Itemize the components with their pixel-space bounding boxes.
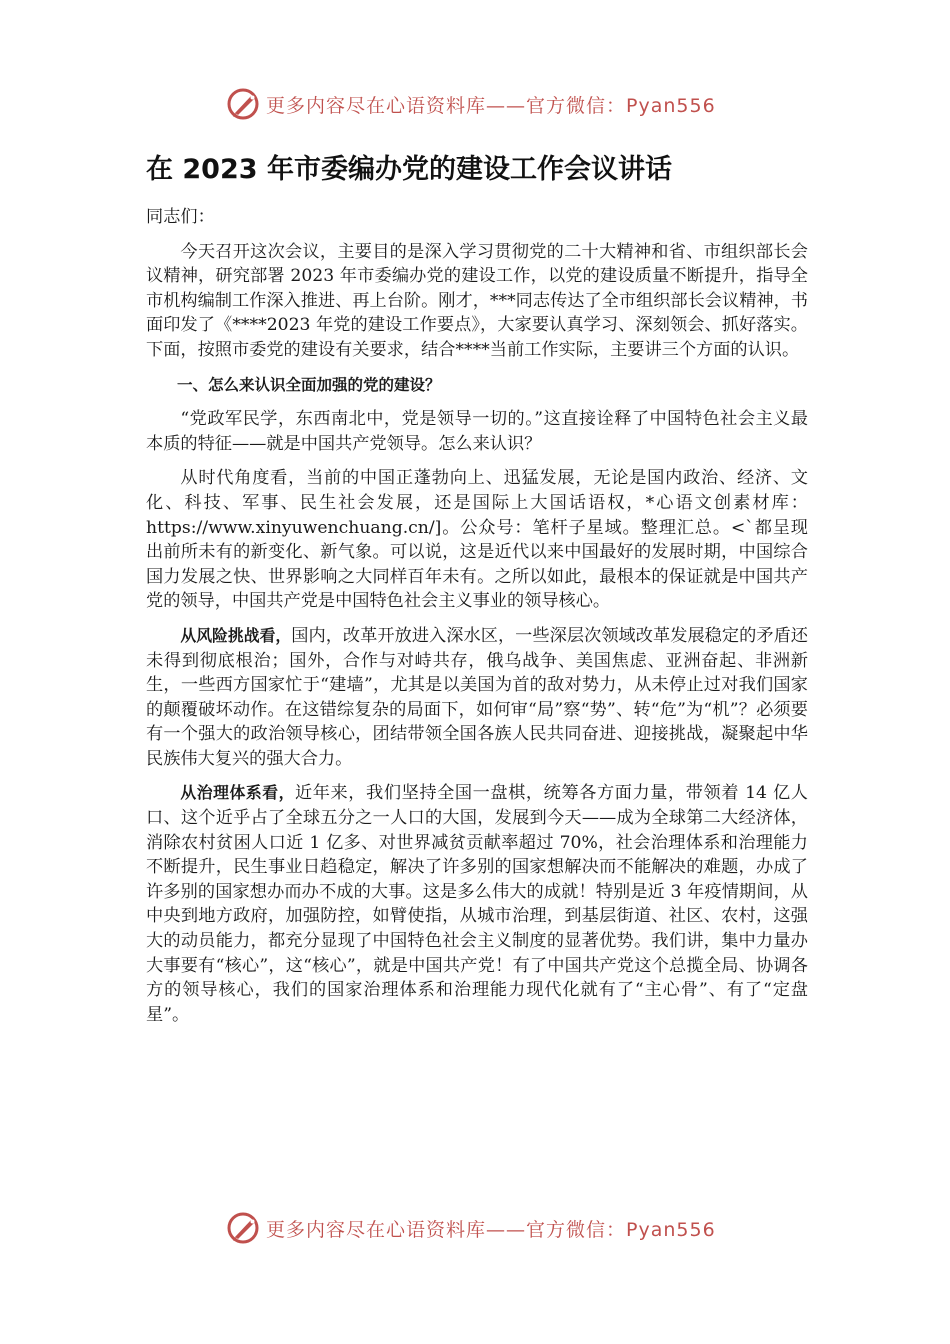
wechat-id: Pyan556 xyxy=(626,94,716,117)
wechat-id: Pyan556 xyxy=(626,1218,716,1241)
intro-paragraph: 今天召开这次会议，主要目的是深入学习贯彻党的二十大精神和省、市组织部长会议精神，研究部署 2023 年市委编办党的建设工作，以党的建设质量不断提升，指导全市机构编制工作深入推进、再上台阶。刚才，***同志传达了全市组织部长会议精神，书面印发了《****2023 年党的建设工作要点》，大家要认真学习、深刻领会、抓好落实。下面，按照市委党的建设有关要求，结合****当前工作实际，主要讲三个方面的认识。 xyxy=(146,241,808,360)
governance-lead: 从治理体系看， xyxy=(180,783,295,803)
greeting: 同志们： xyxy=(146,207,215,227)
section-heading-1: 一、怎么来认识全面加强的党的建设？ xyxy=(177,375,441,394)
watermark-text: 更多内容尽在心语资料库——官方微信：Pyan556 xyxy=(266,1218,716,1241)
governance-paragraph xyxy=(146,781,808,1027)
watermark-banner-bottom xyxy=(226,1208,716,1248)
document-body xyxy=(146,205,808,1037)
risk-lead: 从风险挑战看， xyxy=(180,625,292,645)
governance-text: 近年来，我们坚持全国一盘棋，统筹各方面力量，带领着 14 亿人口、这个近乎占了全球五分之一人口的大国，发展到今天——成为全球第二大经济体，消除农村贫困人口近 1 亿多、对世界减贫贡献率超过 70%，社会治理体系和治理能力不断提升，民生事业日趋稳定，解决了许多别的国家想解决而不能解决的难题，办成了许多别的国家想办而办不成的大事。这是多么伟大的成就！特别是近 3 年疫情期间，从中央到地方政府，加强防控，如臂使指，从城市治理，到基层街道、社区、农村，这强大的动员能力，都充分显现了中国特色社会主义制度的显著优势。我们讲，集中力量办大事要有“核心”，这“核心”，就是中国共产党！有了中国共产党这个总揽全局、协调各方的领导核心，我们的国家治理体系和治理能力现代化就有了“主心骨”、有了“定盘星”。 xyxy=(146,783,808,1025)
risk-paragraph xyxy=(146,624,808,772)
watermark-banner-top xyxy=(226,84,716,124)
pen-logo-icon xyxy=(226,86,262,122)
pen-logo-icon xyxy=(226,1210,262,1246)
era-paragraph: 从时代角度看，当前的中国正蓬勃向上、迅猛发展，无论是国内政治、经济、文化、科技、军事、民生社会发展，还是国际上大国话语权，*心语文创素材库：https://www.xinyuwenchuang.cn/]。公众号：笔杆子星域。整理汇总。<`都呈现出前所未有的新变化、新气象。可以说，这是近代以来中国最好的发展时期，中国综合国力发展之快、世界影响之大同样百年未有。之所以如此，最根本的保证就是中国共产党的领导，中国共产党是中国特色社会主义事业的领导核心。 xyxy=(146,468,808,612)
watermark-text: 更多内容尽在心语资料库——官方微信：Pyan556 xyxy=(266,94,716,117)
document-title: 在 2023 年市委编办党的建设工作会议讲话 xyxy=(146,154,672,185)
quote-paragraph: “党政军民学，东西南北中，党是领导一切的。”这直接诠释了中国特色社会主义最本质的特征——就是中国共产党领导。怎么来认识？ xyxy=(146,409,808,454)
risk-text: 国内，改革开放进入深水区，一些深层次领域改革发展稳定的矛盾还未得到彻底根治；国外，合作与对峙共存，俄乌战争、美国焦虑、亚洲奋起、非洲新生，一些西方国家忙于“建墙”，尤其是以美国为首的敌对势力，从未停止过对我们国家的颠覆破坏动作。在这错综复杂的局面下，如何审“局”察“势”、转“危”为“机”？必须要有一个强大的政治领导核心，团结带领全国各族人民共同奋进、迎接挑战，凝聚起中华民族伟大复兴的强大合力。 xyxy=(146,625,808,769)
